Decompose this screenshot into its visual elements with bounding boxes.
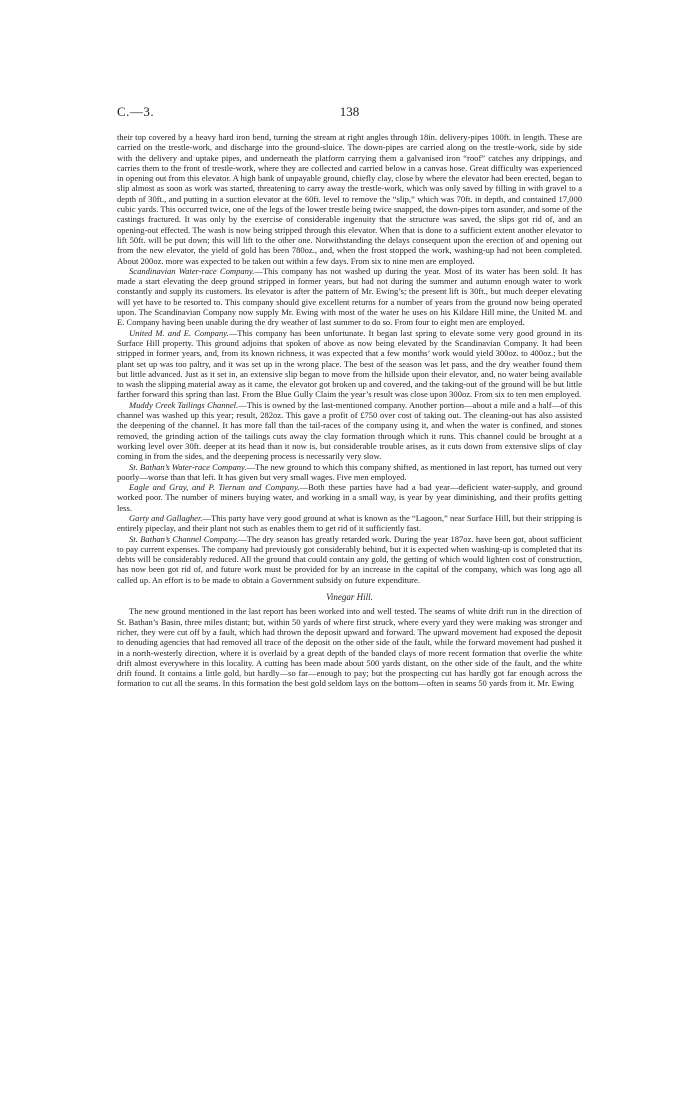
paragraph-elevator-continuation bbox=[117, 132, 582, 266]
paragraph-text: —The dry season has greatly retarded work. During the year 187oz. have been got, about sufficient to pay current expenses. The company had previously got considerably behind, but it is expected when washing-up is completed that its debts will be considerably reduced. All the ground that could contain any gold, the getting of which would lighten cost of construction, has now been got rid of, and future work must be provided for by an increase in the capital of the company, which was long ago all called up. An effort is to be made to obtain a Government subsidy on future expenditure. bbox=[117, 533, 582, 585]
page-header bbox=[117, 104, 582, 132]
paragraph-st-bathans-channel bbox=[117, 534, 582, 585]
paragraph-garty-and-gallagher bbox=[117, 513, 582, 534]
paragraph-text: —This company has not washed up during the year. Most of its water has been sold. It has made a start elevating the deep ground stripped in former years, but had not during the summer and autumn enough water to work constantly and supply its customers. Its elevator is after the pattern of Mr. Ewing’s; the present lift is 30ft., but much deeper elevating will yet have to be resorted to. This company should give excellent returns for a number of years from the ground now being operated upon. The Scandinavian Company now supply Mr. Ewing with most of the water he uses on his Kildare Hill mine, the United M. and E. Company having been unable during the dry weather of last summer to do so. From four to eight men are employed. bbox=[117, 265, 583, 328]
paragraph-text: The new ground mentioned in the last report has been worked into and well tested. The seams of white drift run in the direction of St. Bathan’s Basin, three miles distant; but, within 50 yards of where first struck, where every yard they were making was stronger and richer, they were cut off by a fault, which had thrown the deposit upward and forward. The upward movement had exposed the deposit to denuding agencies that had removed all trace of the deposit on the other side of the fault, while the forward movement had pushed it in a north-westerly direction, where it is overlaid by a great depth of the banded clays of more recent formation that overlie the white drift almost everywhere in this locality. A cutting has been made about 500 yards distant, on the other side of the fault, and the white drift found. It contains a little gold, but hardly—so far—enough to pay; but the prospecting cut has hardly got far enough across the formation to cut all the seams. In this formation the best gold seldom lays on the bottom—often in seams 50 yards from it. Mr. Ewing bbox=[117, 606, 582, 689]
document-reference: C.—3. bbox=[117, 104, 155, 119]
paragraph-text: —This is owned by the last-mentioned company. Another portion—about a mile and a half—of this channel was washed up this year; result, 282oz. This gave a profit of £750 over cost of taking out. The cleaning-out has also assisted the deepening of the channel. It has more fall than the tail-races of the company using it, and when the water is confined, and stones removed, the grinding action of the tailings cuts away the clay formation through which it runs. This channel could be brought at a working level over 30ft. deeper at its head than it now is, but considerable trouble arises, as it cuts down from extensive slips of clay coming in from the sides, and the deepening process is necessarily very slow. bbox=[117, 399, 583, 462]
body-text bbox=[117, 132, 582, 689]
paragraph-text: —Both these parties have had a bad year—deficient water-supply, and ground worked poor. The number of miners buying water, and working in a small way, is year by year diminishing, and their profits getting less. bbox=[117, 482, 582, 513]
paragraph-vinegar-hill bbox=[117, 606, 582, 688]
paragraph-heading: Muddy Creek Tailings Channel. bbox=[129, 399, 239, 410]
paragraph-heading: Eagle and Gray, and P. Tiernan and Company. bbox=[129, 482, 300, 493]
page-number: 138 bbox=[339, 104, 360, 119]
paragraph-eagle-and-gray bbox=[117, 482, 582, 513]
paragraph-text: —This party have very good ground at what is known as the “Lagoon,” near Surface Hill, but their stripping is entirely pipeclay, and their plant not such as enables them to get rid of it sufficiently fast. bbox=[117, 512, 582, 534]
paragraph-scandinavian-water-race bbox=[117, 266, 582, 328]
paragraph-heading: Garty and Gallagher. bbox=[129, 512, 203, 523]
paragraph-text: their top covered by a heavy hard iron bend, turning the stream at right angles through 18in. delivery-pipes 100ft. in length. These are carried on the trestle-work, and discharge into the ground-sluice. The down-pipes are carried along on the trestle-work, side by side with the delivery and uptake pipes, and underneath the platform carrying them a galvanised iron “roof” catches any drippings, and carries them to the front of trestle-work, where they are collected and carried below in a canvas hose. Great difficulty was experienced in opening out from this elevator. A high bank of unpayable ground, chiefly clay, close by where the elevator had been erected, began to slip almost as soon as work was started, threatening to carry away the trestle-work, which was only saved by filling in with gravel to a depth of 30ft., and putting in a suction elevator at the 60ft. level to remove the “slip,” which was 70ft. in depth, and contained 17,000 cubic yards. This occurred twice, one of the legs of the lower trestle being twice snapped, the down-pipes torn asunder, and some of the castings fractured. It was only by the exercise of considerable ingenuity that the structure was saved, the slips got rid of, and an opening-out effected. The wash is now being stripped through this elevator. When that is done to a sufficient extent another elevator to lift 50ft. will be put down; this will lift to the other one. Notwithstanding the delays consequent upon the erection of and opening out from the new elevator, the yield of gold has been 780oz., and, when the frost stopped the work, washing-up had not been completed. About 200oz. more was expected to be taken out within a few days. From six to nine men are employed. bbox=[117, 132, 582, 266]
paragraph-st-bathans-water-race bbox=[117, 462, 582, 483]
paragraph-heading: St. Bathan’s Channel Company. bbox=[129, 533, 239, 544]
section-heading-vinegar-hill: Vinegar Hill. bbox=[326, 592, 373, 603]
paragraph-text: —This company has been unfortunate. It began last spring to elevate some very good ground in its Surface Hill property. This ground adjoins that spoken of above as now being elevated by the Scandinavian Company. It had been stripped in former years, and, from its known richness, it was expected that a few months’ work would yield 300oz. to 400oz.; but the plant set up was too paltry, and it was set up in the wrong place. The best of the season was let pass, and the dry weather found them but little advanced. Just as it set in, an extensive slip began to move from the hillside upon their elevator, and, no water being available to wash the slipping material away as it came, the elevator got broken up and covered, and the taking-out of the ground will be but little farther forward this spring than last. From the Blue Gully Claim the year’s result was close upon 300oz. From six to ten men employed. bbox=[117, 327, 582, 400]
paragraph-muddy-creek bbox=[117, 400, 582, 462]
paragraph-heading: Scandinavian Water-race Company. bbox=[129, 265, 255, 276]
paragraph-heading: United M. and E. Company. bbox=[129, 327, 229, 338]
paragraph-united-m-and-e bbox=[117, 328, 582, 400]
paragraph-text: —The new ground to which this company shifted, as mentioned in last report, has turned out very poorly—worse than that left. It has given but very small wages. Five men employed. bbox=[117, 461, 582, 482]
paragraph-heading: St. Bathan’s Water-race Company. bbox=[129, 461, 247, 472]
document-page bbox=[117, 104, 582, 689]
